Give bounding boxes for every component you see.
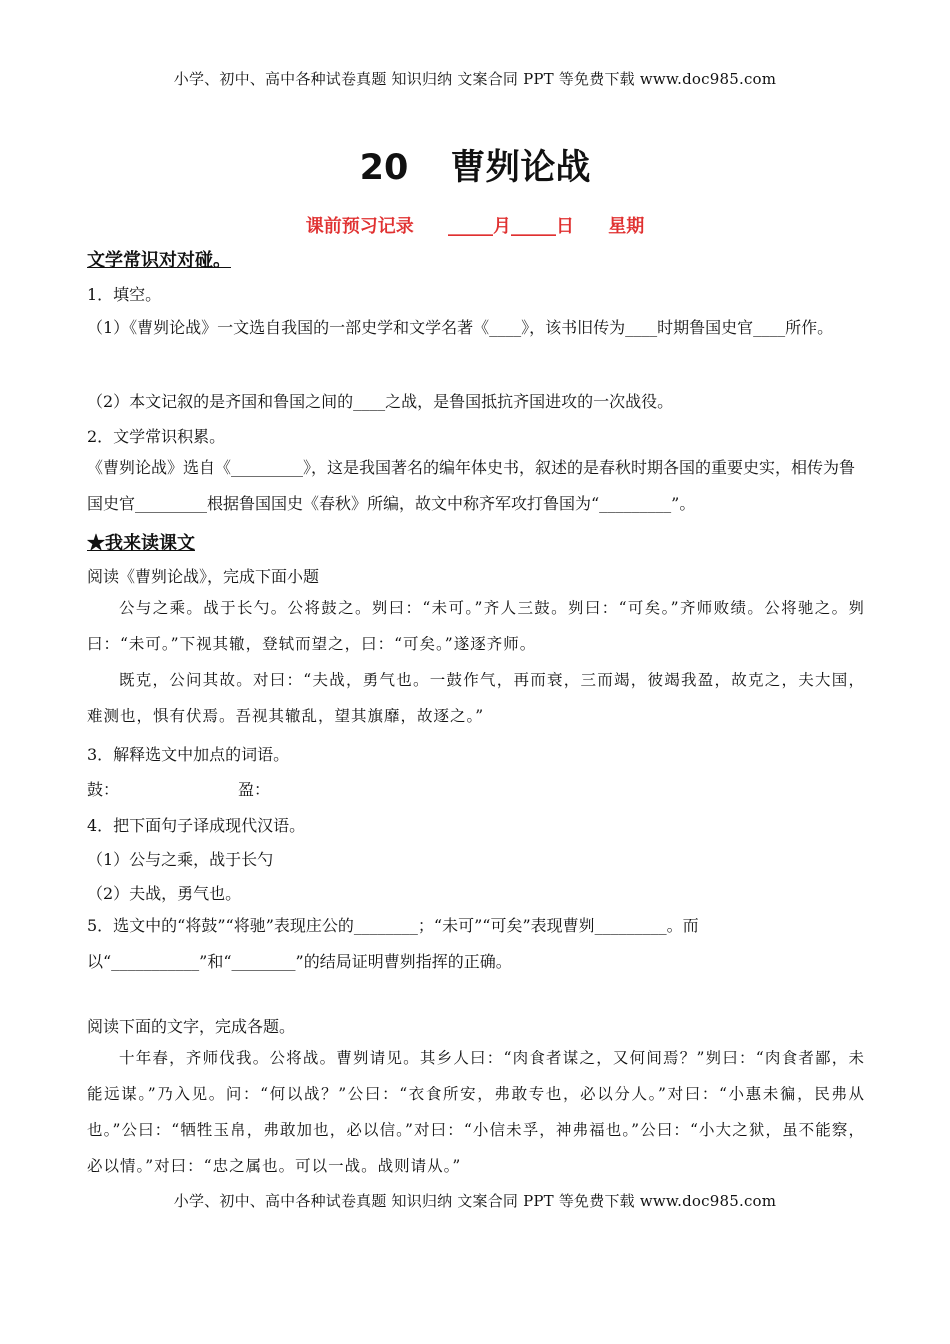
question-1-1: （1）《曹刿论战》一文选自我国的一部史学和文学名著《____》，该书旧传为____时期鲁国史官____所作。 bbox=[87, 318, 834, 337]
question-4-1: （1）公与之乘，战于长勺 bbox=[87, 850, 274, 869]
question-3-ying: 盈： bbox=[238, 780, 271, 799]
lesson-name: 曹刿论战 bbox=[450, 148, 591, 188]
question-3: 3．解释选文中加点的词语。 bbox=[87, 745, 290, 764]
record-label: 课前预习记录 bbox=[305, 216, 414, 237]
passage-2: 十年春，齐师伐我。公将战。曹刿请见。其乡人曰：“肉食者谋之，又何间焉？”刿曰：“肉食者鄙，未能远谋。”乃入见。问：“何以战？”公曰：“衣食所安，弗敢专也，必以分人。”对曰：“小惠未徧，民弗从也。”公曰：“牺牲玉帛，弗敢加也，必以信。”对曰：“小信未孚，神弗福也。”公曰：“小大之狱，虽不能察，必以情。”对曰：“忠之属也。可以一战。战则请从。” bbox=[87, 1049, 865, 1175]
record-weekday: 星期 bbox=[608, 216, 645, 237]
question-1: 1．填空。 bbox=[87, 285, 162, 304]
page-header: 小学、初中、高中各种试卷真题 知识归纳 文案合同 PPT 等免费下载 www.doc985.com bbox=[173, 70, 777, 88]
record-date: _____月_____日 bbox=[448, 216, 574, 237]
passage-1-paragraph-2: 既克，公问其故。对曰：“夫战，勇气也。一鼓作气，再而衰，三而竭，彼竭我盈，故克之，夫大国，难测也，惧有伏焉。吾视其辙乱，望其旗靡，故逐之。” bbox=[87, 671, 865, 725]
passage-1-paragraph-1: 公与之乘。战于长勺。公将鼓之。刿曰：“未可。”齐人三鼓。刿曰：“可矣。”齐师败绩。公将驰之。刿曰：“未可。”下视其辙，登轼而望之，曰：“可矣。”遂逐齐师。 bbox=[87, 599, 865, 653]
reading-2-instruction: 阅读下面的文字，完成各题。 bbox=[87, 1017, 296, 1036]
question-5: 5．选文中的“将鼓”“将驰”表现庄公的________；“未可”“可矣”表现曹刿_________。而以“___________”和“________”的结局证明曹刿指挥的正确。 bbox=[87, 916, 699, 971]
question-2-text: 《曹刿论战》选自《_________》，这是我国著名的编年体史书，叙述的是春秋时期各国的重要史实，相传为鲁国史官_________根据鲁国国史《春秋》所编，故文中称齐军攻打鲁国为“_________”。 bbox=[87, 458, 856, 513]
question-3-gu: 鼓： bbox=[87, 780, 120, 799]
lesson-number: 20 bbox=[359, 148, 409, 188]
section-reading: ★我来读课文 bbox=[87, 533, 195, 554]
reading-1-instruction: 阅读《曹刿论战》，完成下面小题 bbox=[87, 567, 320, 586]
page-footer: 小学、初中、高中各种试卷真题 知识归纳 文案合同 PPT 等免费下载 www.doc985.com bbox=[173, 1192, 777, 1210]
question-2: 2．文学常识积累。 bbox=[87, 427, 226, 446]
question-1-2: （2）本文记叙的是齐国和鲁国之间的____之战，是鲁国抵抗齐国进攻的一次战役。 bbox=[87, 392, 674, 411]
question-4: 4．把下面句子译成现代汉语。 bbox=[87, 816, 306, 835]
question-4-2: （2）夫战，勇气也。 bbox=[87, 884, 242, 903]
lesson-title bbox=[0, 140, 950, 190]
section-literary-knowledge: 文学常识对对碰。 bbox=[87, 250, 231, 271]
preview-record bbox=[0, 212, 950, 238]
